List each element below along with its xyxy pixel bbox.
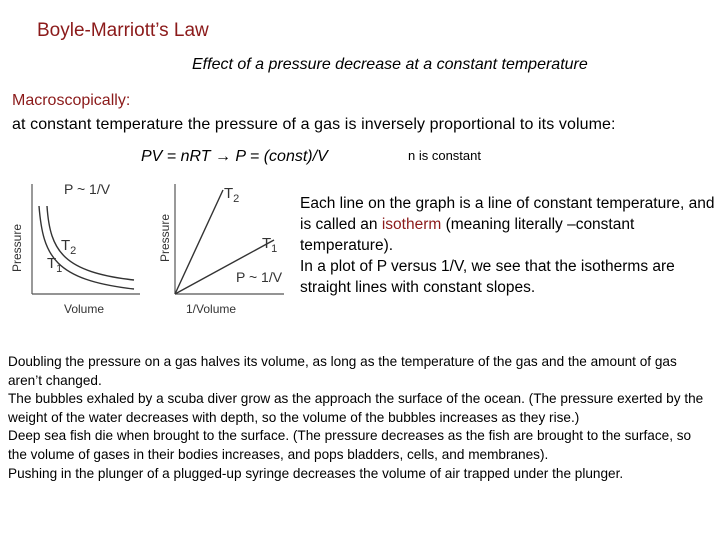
relation-label: P ~ 1/V <box>64 181 111 197</box>
x-axis-label: Volume <box>64 302 105 316</box>
example-paragraph: Deep sea fish die when brought to the surface. (The pressure decreases as the fish are brought to the surface, so the volume of gases in their bodies increases, and pops bladders, cells, and membranes). <box>8 428 692 462</box>
isotherm-explanation <box>300 193 720 298</box>
line-label-t2: $T_2$ <box>224 185 240 205</box>
example-paragraph: The bubbles exhaled by a scuba diver grow as the approach the surface of the ocean. (The pressure exerted by the weight of the water decreases with depth, so the volume of the bubbles increases as they rise.) <box>8 391 704 425</box>
relation-label: P ~ 1/V <box>236 269 283 285</box>
macroscopic-statement: at constant temperature the pressure of a gas is inversely proportional to its volume: <box>12 116 616 133</box>
y-axis-label: Pressure <box>10 223 24 272</box>
examples-text <box>8 353 713 483</box>
line-label-t1: $T_1$ <box>262 235 278 255</box>
pressure-inverse-volume-graph <box>156 176 302 318</box>
explanation-paragraph-2: In a plot of P versus 1/V, we see that the isotherms are straight lines with constant slopes. <box>300 258 675 296</box>
macroscopically-label: Macroscopically: <box>12 92 131 109</box>
n-constant-note: n is constant <box>408 148 481 163</box>
example-paragraph: Doubling the pressure on a gas halves its volume, as long as the temperature of the gas and the amount of gas aren’t changed. <box>8 354 677 388</box>
isotherm-curve-t1 <box>39 206 134 289</box>
pressure-volume-graph <box>6 176 146 318</box>
isotherm-line-t1 <box>175 240 274 294</box>
explanation-paragraph-1: Each line on the graph is a line of constant temperature, and is called an isotherm (meaning literally –constant temperature). <box>300 195 715 254</box>
subtitle: Effect of a pressure decrease at a constant temperature <box>192 56 588 73</box>
example-paragraph: Pushing in the plunger of a plugged-up syringe decreases the volume of air trapped under the plunger. <box>8 465 624 481</box>
gas-law-formula: PV = nRT → P = (const)/V <box>141 148 328 165</box>
x-axis-label: 1/Volume <box>186 302 237 316</box>
y-axis-label: Pressure <box>158 213 172 262</box>
page-title: Boyle-Marriott’s Law <box>37 20 209 41</box>
curve-label-t1: $T_1$ <box>47 255 63 275</box>
curve-label-t2: $T_2$ <box>61 237 77 257</box>
isotherm-line-t2 <box>175 190 223 294</box>
isotherm-term: isotherm <box>381 216 442 233</box>
